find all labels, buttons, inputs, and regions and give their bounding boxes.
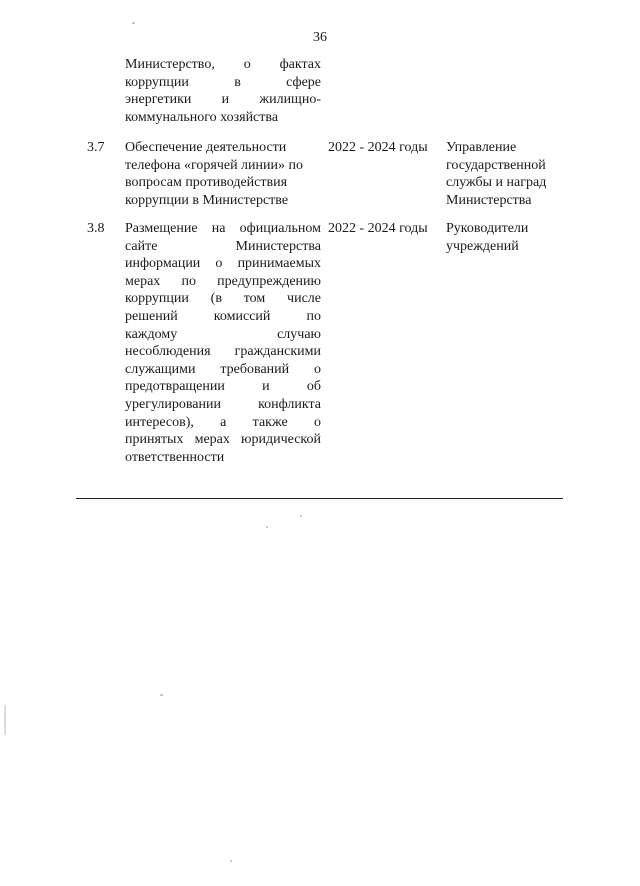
row-description [125,139,321,209]
continuation-description [125,56,321,126]
description-line: вопросам противодействия [125,175,288,191]
description-line: принятых мерах юридической [125,432,321,448]
scan-speck [300,515,302,517]
description-line: сайте Министерства [125,238,321,254]
responsible-line: Министерства [446,192,532,208]
responsible-line: государственной [446,157,546,173]
description-line: ответственности [125,449,225,465]
description-line: служащими требований о [125,361,321,377]
responsible-line: Руководители [446,221,529,236]
scan-speck [4,705,6,735]
description-line: Размещение на официальном [125,221,321,236]
responsible-line: службы и наград [446,175,547,191]
description-line: урегулировании конфликта [125,396,321,412]
page-number: 36 [313,30,327,45]
scan-speck [230,860,232,862]
responsible-line: Управление [446,140,517,155]
description-line: решений комиссий по [125,308,321,324]
scan-speck [266,526,268,528]
row-period: 2022 - 2024 годы [328,221,428,236]
description-line: Министерство, о фактах [125,57,321,72]
row-period: 2022 - 2024 годы [328,140,428,155]
row-responsible [446,220,596,255]
description-line: Обеспечение деятельности [125,140,287,155]
row-description [125,220,321,466]
description-line: телефона «горячей линии» по [125,157,304,173]
scan-speck [160,694,163,696]
closing-rule [76,498,563,499]
description-line: коррупции в Министерстве [125,192,289,208]
description-line: мерах по предупреждению [125,273,321,289]
description-line: несоблюдения гражданскими [125,344,321,360]
description-line: предотвращении и об [125,379,321,395]
scan-speck [132,22,135,24]
description-line: коррупции (в том числе [125,291,321,307]
description-line: интересов), а также о [125,414,321,430]
row-number: 3.8 [87,221,105,236]
row-responsible [446,139,596,209]
description-line: каждому случаю [125,326,321,342]
responsible-line: учреждений [446,238,519,254]
description-line: коррупции в сфере [125,74,321,90]
description-line: энергетики и жилищно- [125,92,321,108]
description-line: коммунального хозяйства [125,109,279,125]
row-number: 3.7 [87,140,105,155]
description-line: информации о принимаемых [125,256,321,272]
